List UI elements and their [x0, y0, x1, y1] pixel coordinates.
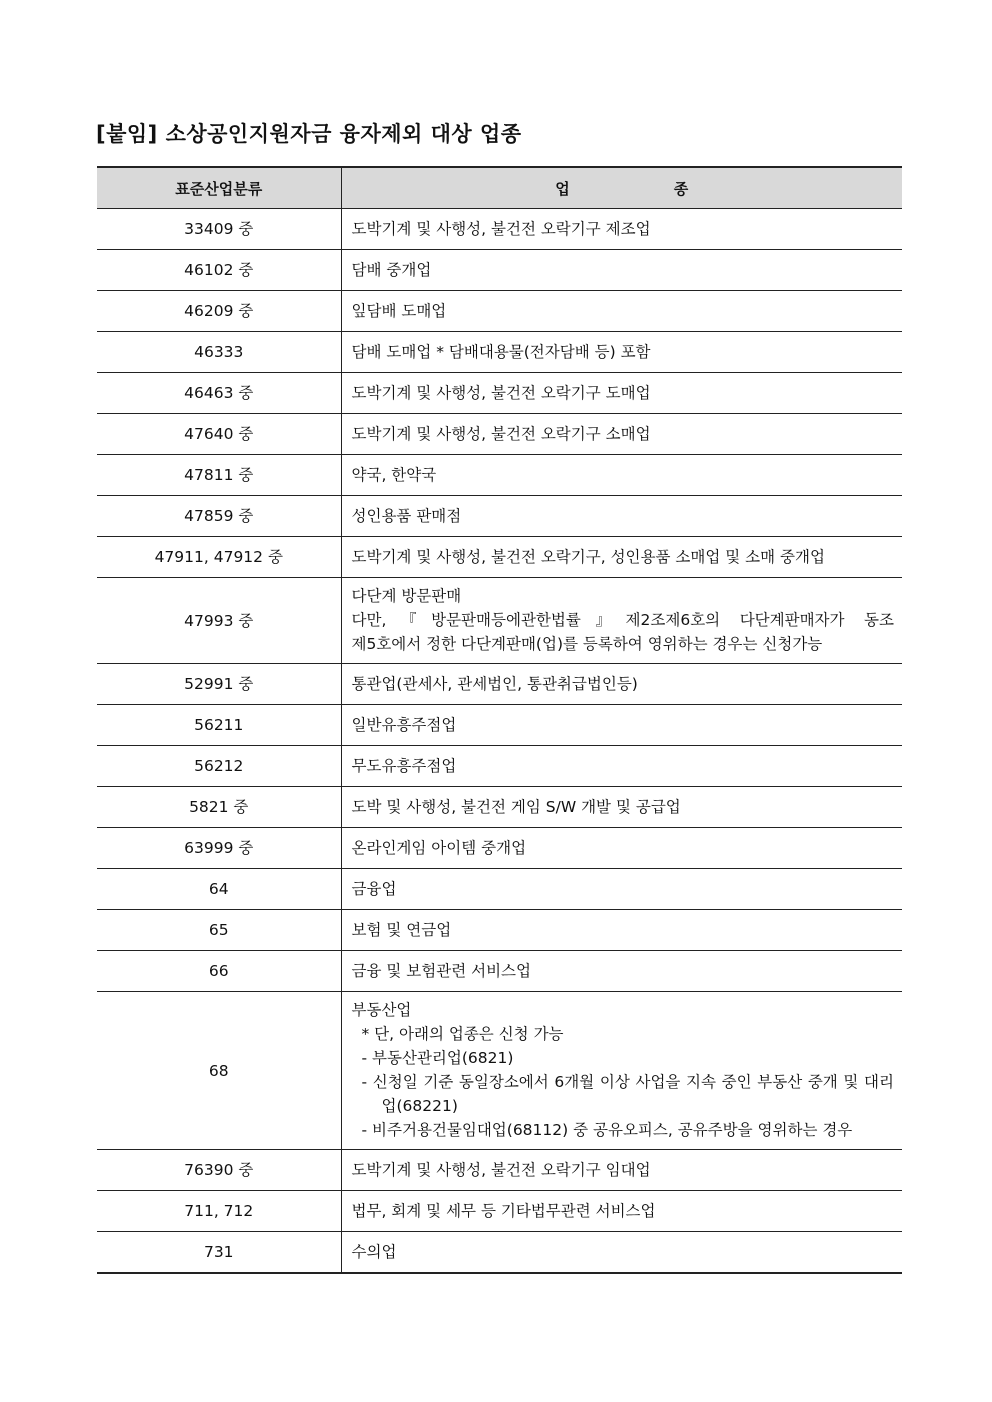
- header-industry: [341, 167, 902, 209]
- industry-exclusion-table: [97, 166, 902, 1274]
- table-row: [97, 1232, 902, 1274]
- industry-description-line: 잎담배 도매업: [351, 302, 447, 320]
- industry-code: 47640 중: [97, 414, 341, 455]
- table-row: [97, 1191, 902, 1232]
- industry-description-line: - 부동산관리업(6821): [361, 1049, 514, 1067]
- industry-code: 66: [97, 951, 341, 992]
- table-header-row: [97, 167, 902, 209]
- industry-description-line: - 신청일 기준 동일장소에서 6개월 이상 사업을 지속 중인 부동산 중개 및 대리업(68221): [361, 1073, 894, 1115]
- industry-description-line: 보험 및 연금업: [351, 921, 452, 939]
- table-row: [97, 664, 902, 705]
- industry-code: 56211: [97, 705, 341, 746]
- industry-description: [341, 828, 902, 869]
- industry-description-line: 일반유흥주점업: [351, 716, 457, 734]
- industry-description: [341, 951, 902, 992]
- industry-description: [341, 414, 902, 455]
- industry-description: [341, 910, 902, 951]
- industry-code: 56212: [97, 746, 341, 787]
- industry-description: [341, 373, 902, 414]
- industry-description-line: 다단계 방문판매: [351, 587, 462, 605]
- industry-code: 46209 중: [97, 291, 341, 332]
- industry-code: 47859 중: [97, 496, 341, 537]
- industry-code: 5821 중: [97, 787, 341, 828]
- table-row: [97, 414, 902, 455]
- industry-description-line: 무도유흥주점업: [351, 757, 457, 775]
- table-row: [97, 746, 902, 787]
- industry-code: 63999 중: [97, 828, 341, 869]
- industry-code: 47811 중: [97, 455, 341, 496]
- table-row: [97, 455, 902, 496]
- industry-code: 47911, 47912 중: [97, 537, 341, 578]
- header-industry-char: 업: [555, 179, 570, 198]
- table-row: [97, 869, 902, 910]
- table-row: [97, 332, 902, 373]
- industry-code: 64: [97, 869, 341, 910]
- table-row: [97, 705, 902, 746]
- industry-description-line: 온라인게임 아이템 중개업: [351, 839, 527, 857]
- industry-description: [341, 746, 902, 787]
- industry-description-line: 도박기계 및 사행성, 불건전 오락기구 제조업: [351, 220, 651, 238]
- industry-code: 47993 중: [97, 578, 341, 664]
- industry-description-line: 약국, 한약국: [351, 466, 437, 484]
- industry-description-line: 도박기계 및 사행성, 불건전 오락기구 소매업: [351, 425, 651, 443]
- table-row: [97, 787, 902, 828]
- industry-description-line: 도박 및 사행성, 불건전 게임 S/W 개발 및 공급업: [351, 798, 681, 816]
- industry-description-line: 성인용품 판매점: [351, 507, 462, 525]
- industry-description-line: 도박기계 및 사행성, 불건전 오락기구, 성인용품 소매업 및 소매 중개업: [351, 548, 825, 566]
- header-code: 표준산업분류: [97, 167, 341, 209]
- table-row: [97, 910, 902, 951]
- table-row: [97, 496, 902, 537]
- industry-code: 65: [97, 910, 341, 951]
- industry-description: [341, 1150, 902, 1191]
- table-row: [97, 578, 902, 664]
- table-row: [97, 209, 902, 250]
- industry-description: [341, 664, 902, 705]
- industry-code: 52991 중: [97, 664, 341, 705]
- industry-code: 46102 중: [97, 250, 341, 291]
- industry-description: [341, 705, 902, 746]
- table-row: [97, 250, 902, 291]
- industry-description: [341, 209, 902, 250]
- industry-description-line: 수의업: [351, 1243, 397, 1261]
- industry-description: [341, 869, 902, 910]
- industry-description-line: 금융업: [351, 880, 397, 898]
- table-body: [97, 209, 902, 1274]
- page-title: [붙임] 소상공인지원자금 융자제외 대상 업종: [96, 122, 522, 146]
- industry-description-line: 법무, 회계 및 세무 등 기타법무관련 서비스업: [351, 1202, 656, 1220]
- industry-code: 76390 중: [97, 1150, 341, 1191]
- industry-description: [341, 455, 902, 496]
- industry-description: [341, 537, 902, 578]
- industry-description-line: 제5호에서 정한 다단계판매(업)를 등록하여 영위하는 경우는 신청가능: [351, 635, 823, 653]
- industry-description: [341, 250, 902, 291]
- industry-code: 711, 712: [97, 1191, 341, 1232]
- industry-description-line: 도박기계 및 사행성, 불건전 오락기구 도매업: [351, 384, 651, 402]
- table-row: [97, 291, 902, 332]
- industry-description: [341, 578, 902, 664]
- industry-description: [341, 1232, 902, 1274]
- header-industry-char: 종: [673, 179, 689, 198]
- table-row: [97, 951, 902, 992]
- industry-description: [341, 291, 902, 332]
- industry-description: [341, 332, 902, 373]
- industry-code: 731: [97, 1232, 341, 1274]
- table-row: [97, 537, 902, 578]
- industry-description-line: * 단, 아래의 업종은 신청 가능: [361, 1025, 564, 1043]
- industry-code: 33409 중: [97, 209, 341, 250]
- industry-description: [341, 496, 902, 537]
- industry-code: 68: [97, 992, 341, 1150]
- industry-description-line: 부동산업: [351, 1001, 412, 1019]
- industry-code: 46333: [97, 332, 341, 373]
- industry-description: [341, 1191, 902, 1232]
- industry-description-line: - 비주거용건물임대업(68112) 중 공유오피스, 공유주방을 영위하는 경우: [361, 1121, 853, 1139]
- industry-description: [341, 992, 902, 1150]
- table-row: [97, 373, 902, 414]
- table-row: [97, 992, 902, 1150]
- industry-description-line: 담배 도매업 * 담배대용물(전자담배 등) 포함: [351, 343, 651, 361]
- industry-description-line: 통관업(관세사, 관세법인, 통관취급법인등): [351, 675, 638, 693]
- industry-description: [341, 787, 902, 828]
- table-row: [97, 828, 902, 869]
- table-row: [97, 1150, 902, 1191]
- industry-description-line: 도박기계 및 사행성, 불건전 오락기구 임대업: [351, 1161, 651, 1179]
- industry-code: 46463 중: [97, 373, 341, 414]
- industry-description-line: 금융 및 보험관련 서비스업: [351, 962, 531, 980]
- industry-description-line: 다만,『방문판매등에관한법률』제2조제6호의 다단계판매자가 동조: [351, 611, 894, 629]
- industry-description-line: 담배 중개업: [351, 261, 432, 279]
